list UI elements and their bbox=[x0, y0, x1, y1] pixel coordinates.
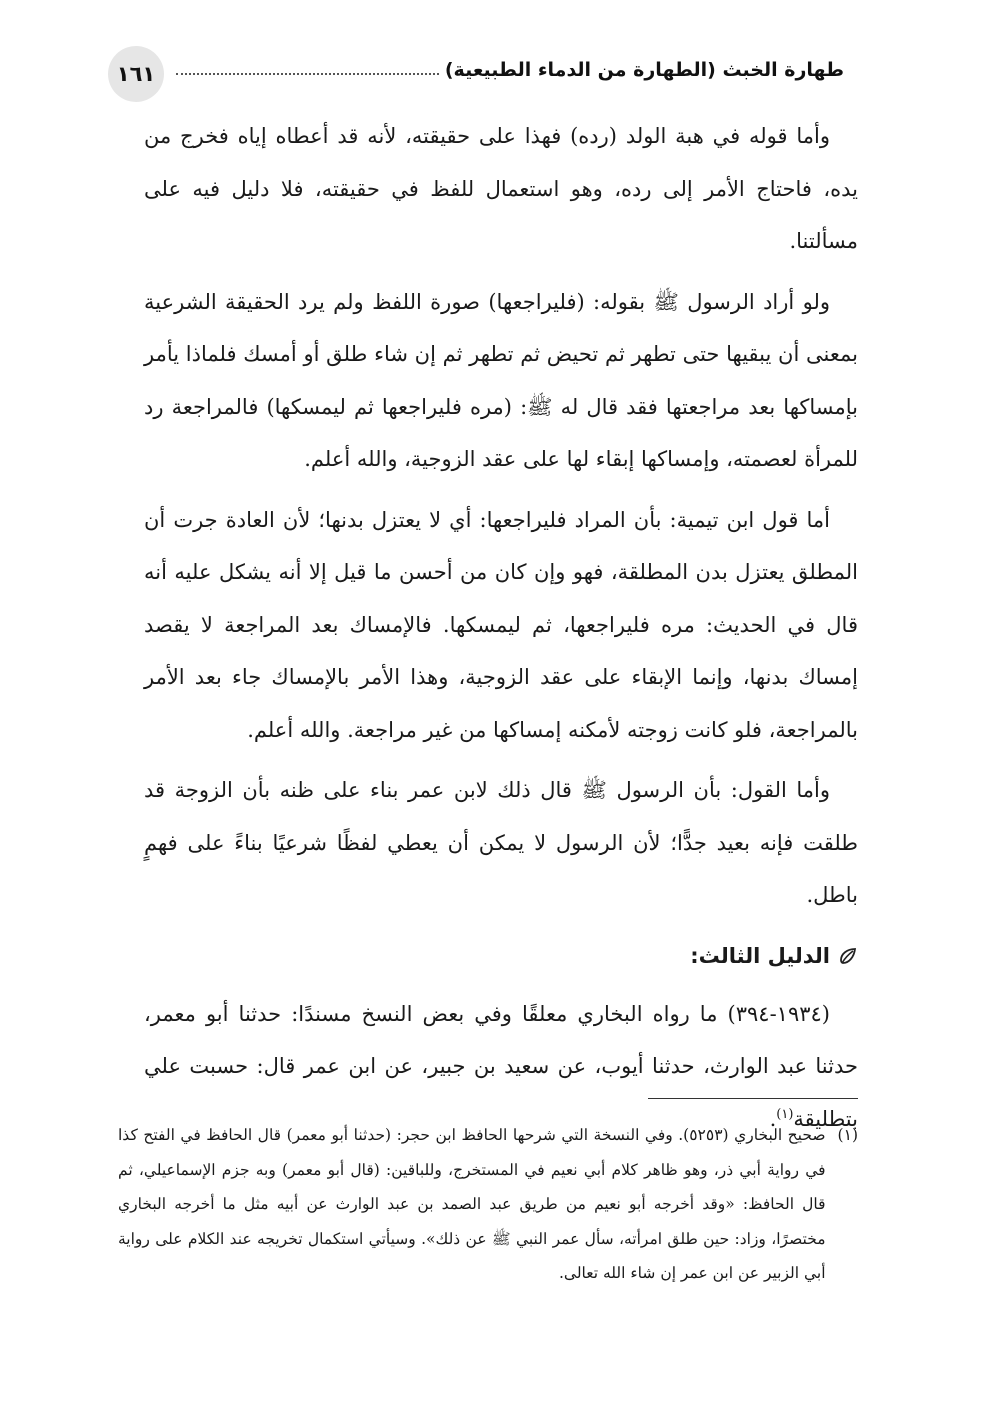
paragraph: ولو أراد الرسول ﷺ بقوله: (فليراجعها) صورة اللفظ ولم يرد الحقيقة الشرعية بمعنى أن يبقيها حتى تطهر ثم تحيض ثم تطهر ثم إن شاء طلق أو أمسك فلماذا يأمر بإمساكها بعد مراجعتها فقد قال له ﷺ: (مره فليراجعها ثم ليمسكها) فالمراجعة رد للمرأة لعصمته، وإمساكها إبقاء لها على عقد الزوجية، والله أعلم. bbox=[144, 289, 858, 471]
section-heading-text: الدليل الثالث: bbox=[690, 943, 830, 968]
footnote-reference[interactable]: (١) bbox=[776, 1106, 794, 1122]
paragraph: وأما القول: بأن الرسول ﷺ قال ذلك لابن عمر بناء على ظنه بأن الزوجة قد طلقت فإنه بعيد جدًّا؛ لأن الرسول لا يمكن أن يعطي لفظًا شرعيًا بناءً على فهمٍ باطل. bbox=[144, 778, 858, 907]
main-text bbox=[144, 110, 858, 1153]
running-header bbox=[176, 52, 844, 88]
footnote-divider bbox=[648, 1098, 858, 1099]
leaf-ornament-icon bbox=[838, 946, 858, 966]
hadith-end: . bbox=[769, 1106, 777, 1131]
page-number-badge bbox=[108, 46, 164, 102]
paragraph: أما قول ابن تيمية: بأن المراد فليراجعها: أي لا يعتزل بدنها؛ لأن العادة جرت أن المطلق يعتزل بدن المطلقة، فهو وإن كان من أحسن ما قيل إلا أنه يشكل عليه أنه قال في الحديث: مره فليراجعها، ثم ليمسكها. فالإمساك بعد المراجعة لا يقصد إمساك بدنها، وإنما الإبقاء على عقد الزوجية، وهذا الأمر بالإمساك جاء بعد الأمر بالمراجعة، فلو كانت زوجته لأمكنه إمساكها من غير مراجعة. والله أعلم. bbox=[144, 507, 858, 742]
footnotes bbox=[118, 1118, 858, 1291]
footnote bbox=[118, 1118, 858, 1291]
page-number: ١٦١ bbox=[116, 62, 156, 86]
header-dotted-leader bbox=[176, 73, 439, 75]
running-title: طهارة الخبث (الطهارة من الدماء الطبيعية) bbox=[444, 59, 844, 81]
paragraph: وأما قوله في هبة الولد (رده) فهذا على حقيقته، لأنه قد أعطاه إياه فخرج من يده، فاحتاج الأمر إلى رده، وهو استعمال للفظ في حقيقته، فلا دليل فيه على مسألتنا. bbox=[144, 124, 858, 253]
footnote-text: صحيح البخاري (٥٢٥٣). وفي النسخة التي شرحها الحافظ ابن حجر: (حدثنا أبو معمر) قال الحافظ في الفتح كذا في رواية أبي ذر، وهو ظاهر كلام أبي نعيم في المستخرج، وللباقين: (قال أبو معمر) وبه جزم الإسماعيلي، ثم قال الحافظ: «وقد أخرجه أبو نعيم من طريق عبد الصمد بن عبد الوارث عن أبيه مثل ما أخرجه البخاري مختصرًا، وزاد: حين طلق امرأته، سأل عمر النبي ﷺ عن ذلك». وسيأتي استكمال تخريجه عند الكلام على رواية أبي الزبير عن ابن عمر إن شاء الله تعالى. bbox=[118, 1126, 826, 1282]
footnote-number: (١) bbox=[837, 1126, 858, 1144]
hadith-text: (١٩٣٤-٣٩٤) ما رواه البخاري معلقًا وفي بعض النسخ مسندًا: حدثنا أبو معمر، حدثنا عبد الوارث، حدثنا أيوب، عن سعيد بن جبير، عن ابن عمر قال: حسبت علي بتطليقة bbox=[144, 1001, 858, 1131]
section-heading bbox=[144, 930, 858, 982]
